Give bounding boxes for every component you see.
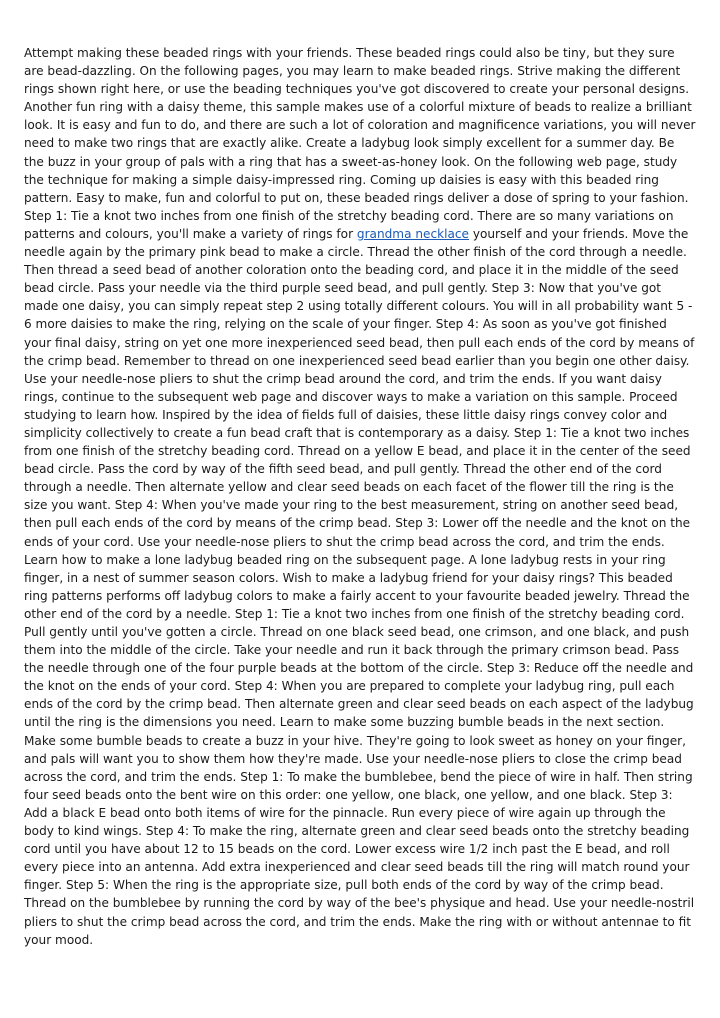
article-text-part2: yourself and your friends. Move the needle again by the primary pink bead to make a circle. Thread the other finish of the cord through a needle. Then thread a seed bead of another coloration onto the beading cord, and place it in the middle of the seed bead circle. Pass your needle via the third purple seed bead, and pull gently. Step 3: Now that you've got made one daisy, you can simply repeat step 2 using totally different colours. You will in all probability want 5 - 6 more daisies to make the ring, relying on the scale of your finger. Step 4: As soon as you've got finished your final daisy, string on yet one more inexperienced seed bead, then pull each ends of the cord by means of the crimp bead. Remember to thread on one inexperienced seed bead earlier than you begin one other daisy. Use your needle-nose pliers to shut the crimp bead around the cord, and trim the ends. If you want daisy rings, continue to the subsequent web page and discover ways to make a variation on this sample. Proceed studying to learn how. Inspired by the idea of fields full of daisies, these little daisy rings convey color and simplicity collectively to create a fun bead craft that is contemporary as a daisy. Step 1: Tie a knot two inches from one finish of the stretchy beading cord. Thread on a yellow E bead, and place it in the center of the seed bead circle. Pass the cord by way of the fifth seed bead, and pull gently. Thread the other end of the cord through a needle. Then alternate yellow and clear seed beads on each facet of the flower till the ring is the size you want. Step 4: When you've made your ring to the best measurement, string on another seed bead, then pull each ends of the cord by means of the crimp bead. Step 3: Lower off the needle and the knot on the ends of your cord. Use your needle-nose pliers to shut the crimp bead across the cord, and trim the ends. Learn how to make a lone ladybug beaded ring on the subsequent page. A lone ladybug rests in your ring finger, in a nest of summer season colors. Wish to make a ladybug friend for your daisy rings? This beaded ring patterns performs off ladybug colors to make a fairly accent to your favourite beaded jewelry. Thread the other end of the cord by a needle. Step 1: Tie a knot two inches from one finish of the stretchy beading cord. Pull gently until you've gotten a circle. Thread on one black seed bead, one crimson, and one black, and push them into the middle of the circle. Take your needle and run it back through the primary crimson bead. Pass the needle through one of the four purple beads at the bottom of the circle. Step 3: Reduce off the needle and the knot on the ends of your cord. Step 4: When you are prepared to complete your ladybug ring, pull each ends of the cord by the crimp bead. Then alternate green and clear seed beads on each aspect of the ladybug until the ring is the dimensions you need. Learn to make some buzzing bumble beads in the next section. Make some bumble beads to create a buzz in your hive. They're going to look sweet as honey on your finger, and pals will want you to show them how they're made. Use your needle-nose pliers to close the crimp bead across the cord, and trim the ends. Step 1: To make the bumblebee, bend the piece of wire in half. Then string four seed beads onto the bent wire on this order: one yellow, one black, one yellow, and one black. Step 3: Add a black E bead onto both items of wire for the pinnacle. Run every piece of wire again up through the body to kind wings. Step 4: To make the ring, alternate green and clear seed beads onto the stretchy beading cord until you have about 12 to 15 beads on the cord. Lower excess wire 1/2 inch past the E bead, and roll every piece into an antenna. Add extra inexperienced and clear seed beads till the ring will match round your finger. Step 5: When the ring is the appropriate size, pull both ends of the cord by way of the crimp bead. Thread on the bumblebee by running the cord by way of the bee's physique and head. Use your needle-nostril pliers to shut the crimp bead across the cord, and trim the ends. Make the ring with or without antennae to fit your mood. xyxy=(24,226,695,947)
article-text-part1: Attempt making these beaded rings with your friends. These beaded rings could also be tiny, but they sure are bead-dazzling. On the following pages, you may learn to make beaded rings. Strive making the different rings shown right here, or use the beading techniques you've got discovered to create your personal designs. Another fun ring with a daisy theme, this sample makes use of a colorful mixture of beads to realize a brilliant look. It is easy and fun to do, and there are such a lot of coloration and magnificence variations, you will never need to make two rings that are exactly alike. Create a ladybug look simply excellent for a summer day. Be the buzz in your group of pals with a ring that has a sweet-as-honey look. On the following web page, study the technique for making a simple daisy-impressed ring. Coming up daisies is easy with this beaded ring pattern. Easy to make, fun and colorful to put on, these beaded rings deliver a dose of spring to your fashion. Step 1: Tie a knot two inches from one finish of the stretchy beading cord. There are so many variations on patterns and colours, you'll make a variety of rings for xyxy=(24,46,696,241)
article-paragraph xyxy=(24,44,696,949)
grandma-necklace-link[interactable]: grandma necklace xyxy=(356,226,469,241)
